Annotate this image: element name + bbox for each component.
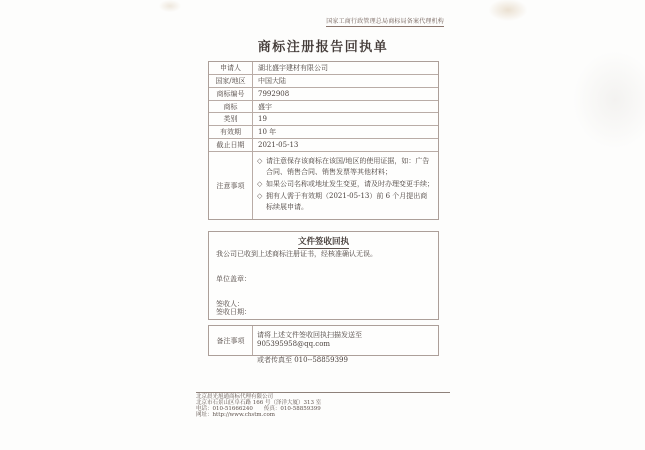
diamond-bullet-icon: ◇ (257, 180, 263, 188)
row-label: 商标 (209, 101, 253, 112)
notes-list (253, 152, 438, 219)
agency-name: 北京晨光旭通商标代理有限公司 (196, 394, 274, 400)
row-value: 湖北盛宇建材有限公司 (258, 64, 328, 72)
sign-date-label: 签收日期： (216, 308, 251, 316)
receipt-acknowledgment-box (208, 231, 439, 320)
table-row (209, 62, 438, 75)
row-value: 7992908 (258, 90, 290, 98)
company-stamp-label: 单位盖章： (216, 275, 251, 283)
registration-agency-note: 国家工商行政管理总局商标局备案代理机构 (326, 18, 444, 25)
row-label: 注意事项 (209, 152, 253, 219)
notes-row (209, 152, 438, 219)
note-item: ◇ 如果公司名称或地址发生变更，请及时办理变更手续； (257, 180, 434, 188)
receipt-confirmation-text: 我公司已收到上述商标注册证书，经核准确认无误。 (216, 250, 377, 258)
row-value: 2021-05-13 (258, 141, 299, 149)
remarks-send-instruction: 请将上述文件签收回执扫描发送至 905395958@qq.com (257, 331, 362, 348)
row-value: 10 年 (258, 128, 277, 136)
row-label: 有效期 (209, 126, 253, 138)
table-row (209, 75, 438, 88)
row-label: 截止日期 (209, 139, 253, 151)
diamond-bullet-icon: ◇ (257, 157, 263, 165)
row-label: 国家/地区 (209, 75, 253, 87)
remarks-fax-instruction: 或者传真至 010--58859399 (257, 356, 348, 364)
row-label: 申请人 (209, 62, 253, 74)
diamond-bullet-icon: ◇ (257, 192, 263, 200)
page-title: 商标注册报告回执单 (257, 40, 389, 55)
agency-website: 网址：http://www.chstm.com (196, 411, 275, 418)
footer-divider (196, 392, 450, 393)
agency-phone-fax: 电话：010-51666240 传真：010-58859399 (196, 405, 321, 412)
note-item: ◇ 请注意保存该商标在该国/地区的使用证据，如：广告合同、销售合同、销售发票等其他材料； (257, 157, 430, 176)
remarks-content (253, 326, 438, 364)
row-value: 盛宇 (258, 102, 272, 111)
note-item: ◇ 拥有人需于有效期（2021-05-13）前 6 个月提出商标续展申请。 (257, 192, 428, 211)
row-value: 中国大陆 (258, 77, 286, 85)
table-row (209, 126, 438, 139)
row-label: 类别 (209, 113, 253, 125)
table-row (209, 139, 438, 152)
table-row (209, 88, 438, 101)
table-row (209, 113, 438, 126)
table-row (209, 101, 438, 113)
row-label: 商标编号 (209, 88, 253, 100)
agency-footer (196, 392, 450, 419)
trademark-info-table (208, 61, 439, 220)
receipt-title: 文件签收回执 (297, 237, 349, 247)
remarks-label: 备注事项 (209, 326, 253, 355)
signer-label: 签收人： (216, 300, 244, 308)
remarks-table (208, 325, 439, 364)
row-value: 19 (258, 115, 267, 123)
agency-address: 北京市石景山区阜石路 166 号（泽洋大厦）313 室 (196, 399, 322, 406)
